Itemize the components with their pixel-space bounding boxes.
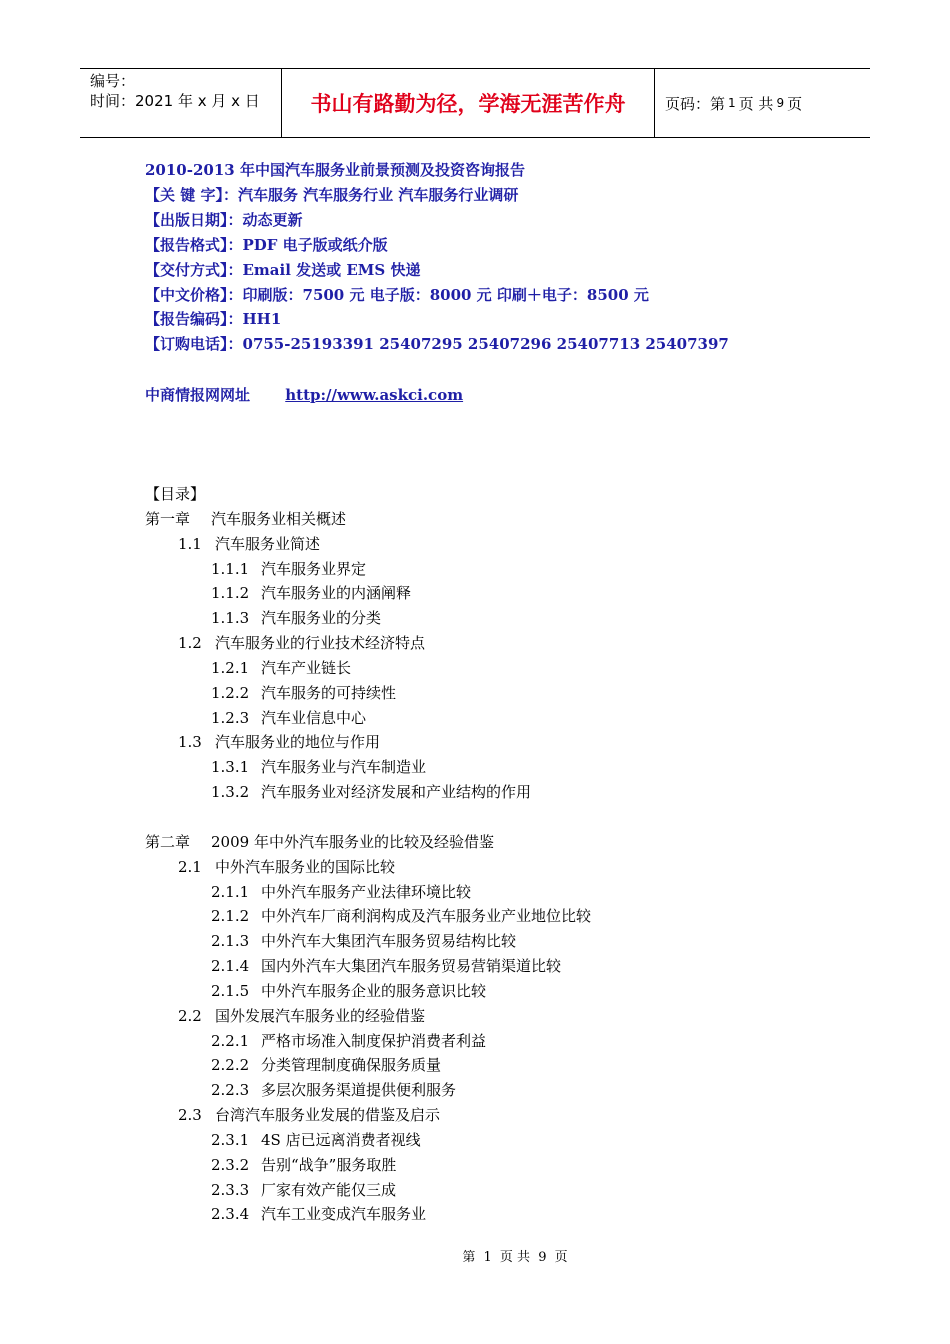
toc-subsection <box>145 581 845 606</box>
page-footer <box>0 1246 950 1265</box>
toc-subsection-title: 汽车服务业的内涵阐释 <box>261 584 412 603</box>
toc-subsection-number: 2.2.1 <box>211 1031 250 1050</box>
toc-subsection-title: 中外汽车大集团汽车服务贸易结构比较 <box>261 932 517 951</box>
toc-section <box>145 1103 845 1128</box>
toc-subsection-title: 多层次服务渠道提供便利服务 <box>261 1081 457 1100</box>
report-info <box>145 158 845 357</box>
toc-subsection-number: 2.1.5 <box>211 981 250 1000</box>
toc-subsection-title: 告别“战争”服务取胜 <box>261 1155 397 1174</box>
info-row: 【交付方式】：Email 发送或 EMS 快递 <box>145 260 421 279</box>
toc-section <box>145 532 845 557</box>
toc-subsection <box>145 706 845 731</box>
toc-subsection-number: 1.3.1 <box>211 758 250 777</box>
table-of-contents <box>145 482 845 1227</box>
toc-subsection-number: 2.1.3 <box>211 932 250 951</box>
footer-suffix: 页 <box>554 1250 568 1265</box>
toc-subsection-title: 严格市场准入制度保护消费者利益 <box>261 1031 487 1050</box>
toc-chapter-title: 汽车服务业相关概述 <box>211 509 347 528</box>
info-row: 【关 键 字】：汽车服务 汽车服务行业 汽车服务行业调研 <box>145 185 519 204</box>
site-link[interactable]: http://www.askci.com <box>285 386 464 404</box>
toc-subsection <box>145 606 845 631</box>
toc-section-number: 1.1 <box>178 534 202 553</box>
toc-section-title: 台湾汽车服务业发展的借鉴及启示 <box>215 1106 441 1125</box>
page-mid: 页 共 <box>738 94 774 113</box>
toc-subsection-title: 分类管理制度确保服务质量 <box>261 1056 442 1075</box>
toc-chapter-title: 2009 年中外汽车服务业的比较及经验借鉴 <box>211 832 494 851</box>
toc-subsection <box>145 557 845 582</box>
info-row: 【出版日期】：动态更新 <box>145 210 303 229</box>
website-line <box>145 383 845 407</box>
toc-chapter <box>145 507 845 532</box>
toc-chapter <box>145 830 845 855</box>
toc-section <box>145 855 845 880</box>
page-number: 1 <box>728 96 736 110</box>
toc-subsection <box>145 904 845 929</box>
toc-subsection-title: 中外汽车服务企业的服务意识比较 <box>261 981 487 1000</box>
toc-spacer <box>145 805 845 830</box>
toc-subsection-number: 2.1.4 <box>211 957 250 976</box>
toc-subsection <box>145 979 845 1004</box>
toc-subsection <box>145 1029 845 1054</box>
toc-section <box>145 1004 845 1029</box>
info-row: 【报告格式】：PDF 电子版或纸介版 <box>145 235 388 254</box>
page-prefix: 页码：第 <box>665 94 726 113</box>
toc-subsection-title: 国内外汽车大集团汽车服务贸易营销渠道比较 <box>261 957 562 976</box>
toc-section-number: 2.2 <box>178 1006 202 1025</box>
toc-subsection <box>145 1078 845 1103</box>
toc-subsection-title: 中外汽车服务产业法律环境比较 <box>261 882 472 901</box>
toc-subsection-number: 2.1.1 <box>211 882 250 901</box>
toc-section <box>145 730 845 755</box>
toc-subsection-number: 2.1.2 <box>211 907 250 926</box>
toc-section-number: 1.2 <box>178 634 202 653</box>
page-suffix: 页 <box>787 94 803 113</box>
toc-subsection <box>145 780 845 805</box>
toc-subsection-title: 汽车工业变成汽车服务业 <box>261 1205 427 1224</box>
toc-subsection <box>145 954 845 979</box>
toc-section-title: 汽车服务业的行业技术经济特点 <box>215 634 426 653</box>
info-row: 【订购电话】：0755-25193391 25407295 25407296 25407713 25407397 <box>145 335 729 354</box>
toc-subsection-number: 1.1.1 <box>211 559 250 578</box>
toc-subsection-title: 汽车服务业对经济发展和产业结构的作用 <box>261 783 532 802</box>
toc-subsection-number: 1.1.3 <box>211 609 250 628</box>
toc-subsection-title: 汽车服务业界定 <box>261 559 367 578</box>
toc-subsection-title: 汽车产业链长 <box>261 658 352 677</box>
toc-subsection <box>145 1053 845 1078</box>
toc-subsection-number: 1.2.2 <box>211 683 250 702</box>
toc-subsection-title: 4S 店已远离消费者视线 <box>261 1130 421 1149</box>
header-motto: 书山有路勤为径，学海无涯苦作舟 <box>310 92 626 116</box>
toc-subsection-title: 中外汽车厂商利润构成及汽车服务业产业地位比较 <box>261 907 592 926</box>
toc-subsection <box>145 755 845 780</box>
toc-chapter-number: 第二章 <box>145 832 191 851</box>
footer-page-number: 1 <box>483 1250 492 1265</box>
toc-subsection <box>145 1128 845 1153</box>
time-label: 时间：2021 年 x 月 x 日 <box>90 92 260 110</box>
toc-heading: 【目录】 <box>145 485 206 503</box>
toc-subsection-number: 1.1.2 <box>211 584 250 603</box>
toc-subsection-number: 2.3.3 <box>211 1180 250 1199</box>
toc-section-title: 汽车服务业简述 <box>215 534 321 553</box>
toc-subsection-number: 1.2.3 <box>211 708 250 727</box>
report-title: 2010-2013 年中国汽车服务业前景预测及投资咨询报告 <box>145 161 525 179</box>
toc-section-number: 2.3 <box>178 1106 202 1125</box>
header-page-indicator <box>665 69 865 137</box>
toc-subsection-title: 汽车业信息中心 <box>261 708 367 727</box>
info-row: 【报告编码】：HH1 <box>145 310 282 329</box>
toc-subsection-number: 1.3.2 <box>211 783 250 802</box>
toc-section-number: 1.3 <box>178 733 202 752</box>
toc-subsection-title: 厂家有效产能仅三成 <box>261 1180 397 1199</box>
toc-subsection <box>145 1202 845 1227</box>
toc-subsection <box>145 880 845 905</box>
toc-section-title: 中外汽车服务业的国际比较 <box>215 857 396 876</box>
footer-mid: 页 共 <box>499 1250 531 1265</box>
info-row: 【中文价格】：印刷版：7500 元 电子版：8000 元 印刷＋电子：8500 元 <box>145 285 649 304</box>
toc-chapter-number: 第一章 <box>145 509 191 528</box>
toc-subsection-number: 2.2.2 <box>211 1056 250 1075</box>
toc-subsection-number: 2.3.1 <box>211 1130 250 1149</box>
header-divider <box>654 69 655 137</box>
toc-subsection-title: 汽车服务业的分类 <box>261 609 382 628</box>
page-total: 9 <box>776 96 785 110</box>
toc-subsection <box>145 1153 845 1178</box>
toc-section <box>145 631 845 656</box>
toc-subsection-number: 2.3.4 <box>211 1205 250 1224</box>
toc-subsection <box>145 929 845 954</box>
footer-page-total: 9 <box>538 1250 547 1265</box>
toc-subsection-title: 汽车服务的可持续性 <box>261 683 397 702</box>
toc-subsection-number: 2.2.3 <box>211 1081 250 1100</box>
toc-subsection-number: 1.2.1 <box>211 658 250 677</box>
toc-subsection-title: 汽车服务业与汽车制造业 <box>261 758 427 777</box>
toc-section-number: 2.1 <box>178 857 202 876</box>
toc-section-title: 国外发展汽车服务业的经验借鉴 <box>215 1006 426 1025</box>
header-meta <box>90 71 280 111</box>
toc-subsection-number: 2.3.2 <box>211 1155 250 1174</box>
page-header <box>80 68 870 138</box>
toc-subsection <box>145 681 845 706</box>
code-label: 编号： <box>90 72 136 90</box>
toc-subsection <box>145 656 845 681</box>
site-label: 中商情报网网址 <box>145 386 251 404</box>
footer-prefix: 第 <box>462 1250 476 1265</box>
toc-subsection <box>145 1178 845 1203</box>
toc-section-title: 汽车服务业的地位与作用 <box>215 733 381 752</box>
